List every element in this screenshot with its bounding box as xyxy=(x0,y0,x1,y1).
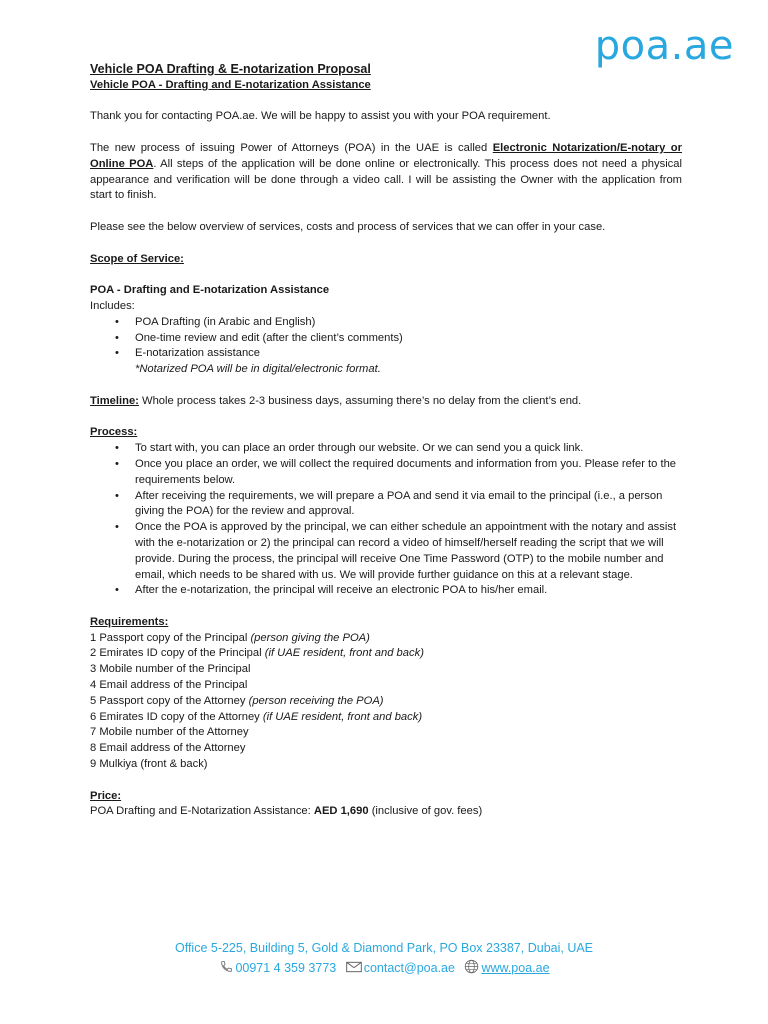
footer-website-link[interactable]: www.poa.ae xyxy=(481,961,550,975)
requirements-heading: Requirements: xyxy=(90,615,169,628)
document-subtitle: Vehicle POA - Drafting and E-notarization Assistance xyxy=(90,78,371,91)
requirement-item: 4 Email address of the Principal xyxy=(90,679,248,692)
mail-icon xyxy=(346,961,362,976)
includes-label: Includes: xyxy=(90,299,135,312)
list-item: • Once the POA is approved by the principal, we can either schedule an appointment with the notary and assist with the e-notarization or 2) the principal can record a video of himself/herself reading the script that we will provide. During the process, the principal will receive One Time Password (OTP) to the mobile number and email, which needs to be shared with us. We will provide further guidance on this at a relevant stage. xyxy=(90,520,682,583)
document-body xyxy=(90,62,682,820)
para2-text: The new process of issuing Power of Attorneys (POA) in the UAE is called xyxy=(90,141,493,154)
process-description-paragraph xyxy=(90,141,682,204)
process-list xyxy=(90,441,682,599)
requirement-item: 2 Emirates ID copy of the Principal (if UAE resident, front and back) xyxy=(90,647,424,660)
globe-icon xyxy=(464,959,479,977)
timeline-label: Timeline: xyxy=(90,394,139,407)
overview-paragraph: Please see the below overview of services, costs and process of services that we can offer in your case. xyxy=(90,220,606,233)
footer-email[interactable]: contact@poa.ae xyxy=(363,961,455,975)
scope-heading: Scope of Service: xyxy=(90,252,184,265)
includes-note: *Notarized POA will be in digital/electronic format. xyxy=(135,363,381,376)
list-item: • POA Drafting (in Arabic and English) xyxy=(90,315,682,331)
requirement-item: 7 Mobile number of the Attorney xyxy=(90,726,249,739)
includes-list xyxy=(90,315,682,362)
requirement-item: 5 Passport copy of the Attorney (person receiving the POA) xyxy=(90,694,384,707)
price-heading: Price: xyxy=(90,789,122,802)
phone-icon xyxy=(220,960,233,976)
intro-paragraph: Thank you for contacting POA.ae. We will be happy to assist you with your POA requirement. xyxy=(90,110,551,123)
list-item: • After the e-notarization, the principal will receive an electronic POA to his/her email. xyxy=(90,583,682,599)
service-title: POA - Drafting and E-notarization Assistance xyxy=(90,284,330,297)
process-heading: Process: xyxy=(90,426,138,439)
timeline-text: Whole process takes 2-3 business days, assuming there’s no delay from the client’s end. xyxy=(138,394,582,407)
list-item: • To start with, you can place an order through our website. Or we can send you a quick link. xyxy=(90,441,682,457)
list-item: • Once you place an order, we will collect the required documents and information from you. Please refer to the requirements below. xyxy=(90,457,682,489)
requirement-item: 9 Mulkiya (front & back) xyxy=(90,758,208,771)
list-item: • E-notarization assistance xyxy=(90,346,682,362)
list-item: • After receiving the requirements, we will prepare a POA and send it via email to the principal (i.e., a person giving the POA) for the review and approval. xyxy=(90,489,682,521)
footer-address: Office 5-225, Building 5, Gold & Diamond Park, PO Box 23387, Dubai, UAE xyxy=(174,941,594,955)
requirement-item: 8 Email address of the Attorney xyxy=(90,742,246,755)
document-title: Vehicle POA Drafting & E-notarization Proposal xyxy=(90,62,371,76)
poa-logo: poa.ae xyxy=(594,23,734,69)
price-amount: AED 1,690 xyxy=(313,805,369,818)
requirement-item: 1 Passport copy of the Principal (person giving the POA) xyxy=(90,631,370,644)
requirement-item: 3 Mobile number of the Principal xyxy=(90,663,251,676)
requirement-item: 6 Emirates ID copy of the Attorney (if UAE resident, front and back) xyxy=(90,710,423,723)
timeline-paragraph xyxy=(90,394,682,410)
price-line: POA Drafting and E-Notarization Assistance: AED 1,690 (inclusive of gov. fees) xyxy=(90,805,483,818)
list-item: • One-time review and edit (after the client’s comments) xyxy=(90,331,682,347)
footer-contact xyxy=(0,959,768,977)
footer-phone[interactable]: 00971 4 359 3773 xyxy=(235,961,337,975)
e-notarization-term: Electronic Notarization/E-notary or Online POA xyxy=(90,141,682,170)
para2-text-rest: . All steps of the application will be done online or electronically. This process does not need a physical appearance and verification will be done through a video call. I will be assisting the Owner with the application from start to finish. xyxy=(90,157,682,202)
